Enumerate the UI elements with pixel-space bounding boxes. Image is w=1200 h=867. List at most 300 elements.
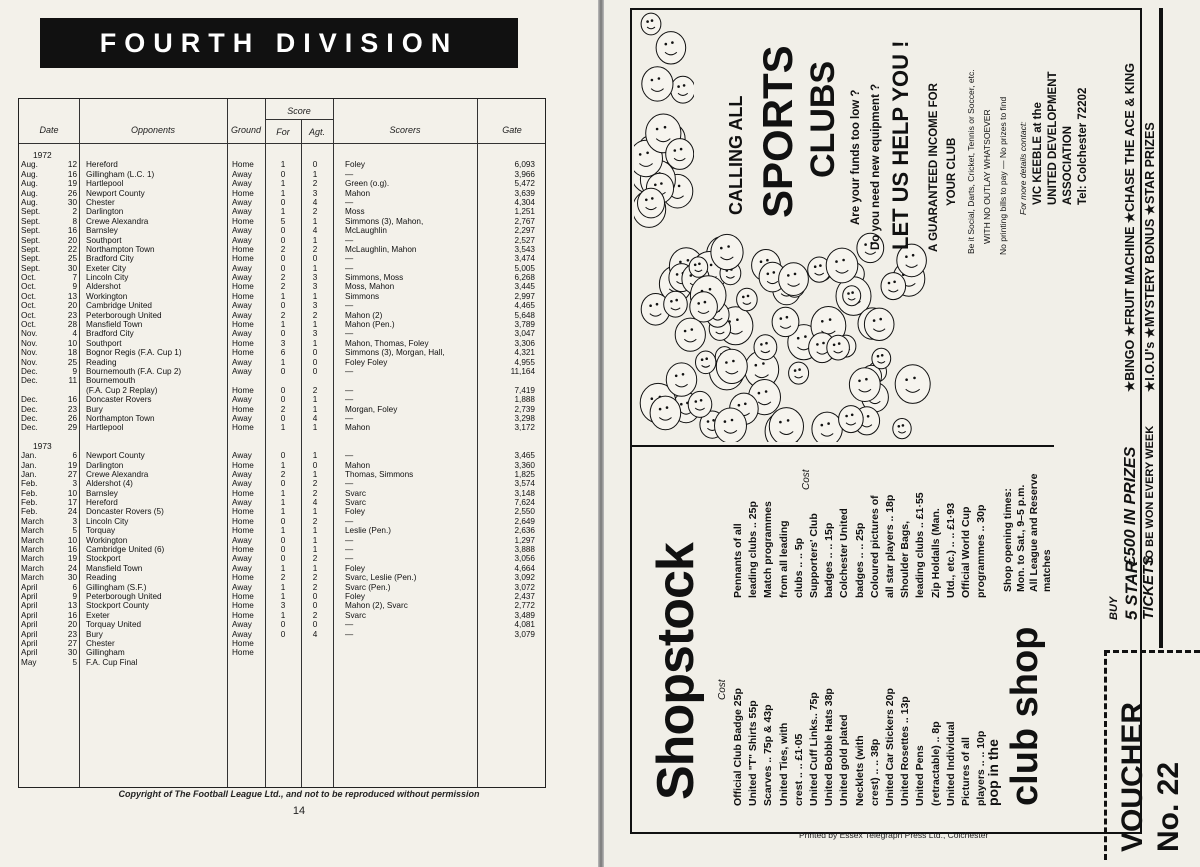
row-month: Sept.: [21, 235, 41, 245]
row-ground: Away: [232, 169, 252, 179]
row-month: Dec.: [21, 404, 38, 414]
row-ground: Away: [232, 563, 252, 573]
tickets-text: TICKETS: [1140, 555, 1157, 620]
row-day: 18: [67, 348, 77, 358]
row-gate: 2,739: [514, 404, 535, 414]
table-row: [19, 536, 545, 545]
row-gate: 11,164: [510, 366, 535, 376]
table-row: [19, 273, 545, 282]
crowd-illustration: [634, 230, 934, 442]
row-month: Oct.: [21, 320, 37, 330]
row-opponent: (F.A. Cup 2 Replay): [86, 385, 158, 395]
row-day: 26: [67, 188, 77, 198]
row-day: 9: [72, 282, 77, 292]
row-scorers: —: [345, 516, 354, 526]
row-ground: Away: [232, 226, 252, 236]
row-opponent: Doncaster Rovers (5): [86, 507, 164, 517]
list-item: Mon. to Sat., 9–5 p.m.: [1015, 484, 1027, 592]
row-scorers: Morgan, Foley: [345, 404, 398, 414]
table-row: [19, 170, 545, 179]
row-day: 7: [72, 273, 77, 283]
row-month: March: [21, 554, 44, 564]
row-month: Sept.: [21, 216, 41, 226]
row-against: 0: [312, 254, 318, 264]
row-against: 1: [312, 235, 318, 245]
row-for: 0: [280, 516, 286, 526]
row-for: 0: [280, 301, 286, 311]
list-item: United Cuff Links.. 75p: [808, 692, 820, 806]
table-row: [19, 226, 545, 235]
table-row: [19, 376, 545, 385]
row-for: 1: [280, 498, 286, 508]
row-month: Dec.: [21, 413, 38, 423]
table-row: [19, 470, 545, 479]
row-day: 8: [72, 216, 77, 226]
row-day: 16: [67, 610, 77, 620]
row-against: 3: [312, 273, 318, 283]
row-month: Sept.: [21, 226, 41, 236]
row-day: 6: [72, 582, 77, 592]
list-item: Official Club Badge 25p: [732, 688, 744, 806]
fixtures-table: [18, 98, 546, 788]
list-item: United Individual: [944, 721, 957, 806]
row-gate: 3,445: [514, 282, 535, 292]
row-month: Nov.: [21, 329, 38, 339]
equipment-question: Do you need new equipment ?: [870, 83, 882, 250]
table-row: [19, 329, 545, 338]
row-opponent: Exeter City: [86, 263, 127, 273]
row-day: 20: [67, 620, 77, 630]
row-ground: Away: [232, 554, 252, 564]
row-month: Oct.: [21, 273, 37, 283]
row-scorers: Foley: [345, 507, 366, 517]
row-day: 3: [72, 479, 77, 489]
header-gate: Gate: [502, 125, 522, 135]
row-opponent: Peterborough United: [86, 310, 162, 320]
row-ground: Home: [232, 404, 254, 414]
row-month: Feb.: [21, 507, 38, 517]
row-ground: Away: [232, 451, 252, 461]
row-opponent: Chester: [86, 197, 115, 207]
row-ground: Home: [232, 254, 254, 264]
row-for: 2: [280, 273, 286, 283]
row-month: Oct.: [21, 301, 37, 311]
row-for: 0: [280, 366, 286, 376]
table-row: [19, 489, 545, 498]
row-for: 2: [280, 469, 286, 479]
row-scorers: Svarc: [345, 610, 366, 620]
table-row: [19, 292, 545, 301]
row-ground: Away: [232, 235, 252, 245]
row-day: 3: [72, 516, 77, 526]
row-scorers: Mahon (Pen.): [345, 320, 395, 330]
row-month: Feb.: [21, 498, 38, 508]
row-gate: 5,005: [514, 263, 535, 273]
table-row: [19, 583, 545, 592]
row-scorers: Mahon: [345, 188, 371, 198]
row-day: 16: [67, 226, 77, 236]
row-day: 23: [67, 404, 77, 414]
row-against: 1: [312, 169, 318, 179]
row-month: March: [21, 573, 44, 583]
row-ground: Home: [232, 291, 254, 301]
row-opponent: Gillingham (L.C. 1): [86, 169, 155, 179]
row-ground: Away: [232, 301, 252, 311]
row-ground: Home: [232, 348, 254, 358]
table-row: [19, 405, 545, 414]
row-for: 1: [280, 526, 286, 536]
row-against: 0: [312, 366, 318, 376]
table-row: [19, 517, 545, 526]
table-row: [19, 630, 545, 639]
row-scorers: Foley: [345, 591, 366, 601]
row-scorers: —: [345, 366, 354, 376]
row-day: 5: [72, 657, 77, 667]
table-row: [19, 526, 545, 535]
row-day: 23: [67, 629, 77, 639]
row-against: 4: [312, 629, 318, 639]
row-day: 29: [67, 423, 77, 433]
row-against: 1: [312, 216, 318, 226]
right-page: [604, 0, 1200, 867]
row-for: 0: [280, 413, 286, 423]
row-ground: Away: [232, 329, 252, 339]
row-gate: 3,474: [514, 254, 535, 264]
list-item: ASSOCIATION: [1062, 125, 1074, 205]
row-against: 3: [312, 329, 318, 339]
row-gate: 3,092: [514, 573, 535, 583]
table-row: [19, 648, 545, 657]
row-opponent: Southport: [86, 235, 122, 245]
row-ground: Home: [232, 216, 254, 226]
row-against: 2: [312, 582, 318, 592]
row-ground: Home: [232, 610, 254, 620]
row-gate: 3,966: [514, 169, 535, 179]
row-day: 24: [67, 507, 77, 517]
table-row: [19, 395, 545, 404]
row-opponent: Barnsley: [86, 488, 118, 498]
list-item: Official World Cup: [960, 506, 972, 598]
table-row: [19, 301, 545, 310]
row-scorers: Green (o.g).: [345, 179, 390, 189]
list-item: players .. .. 10p: [975, 730, 988, 806]
row-month: April: [21, 582, 38, 592]
table-row: [19, 311, 545, 320]
table-row: [19, 423, 545, 432]
row-ground: Away: [232, 535, 252, 545]
row-for: 0: [280, 226, 286, 236]
row-month: Sept.: [21, 263, 41, 273]
row-gate: 2,649: [514, 516, 535, 526]
row-ground: Away: [232, 273, 252, 283]
row-for: 1: [280, 320, 286, 330]
row-day: 16: [67, 169, 77, 179]
row-opponent: Southport: [86, 338, 122, 348]
table-row: [19, 207, 545, 216]
row-for: 2: [280, 282, 286, 292]
row-ground: Away: [232, 469, 252, 479]
list-item: UNITED DEVELOPMENT: [1047, 71, 1059, 205]
row-day: 30: [67, 573, 77, 583]
row-opponent: Bradford City: [86, 254, 134, 264]
crowd-illustration-top: [634, 12, 694, 232]
row-month: April: [21, 648, 38, 658]
row-day: 9: [72, 366, 77, 376]
row-scorers: McLaughlin: [345, 226, 387, 236]
row-ground: Away: [232, 197, 252, 207]
row-opponent: Crewe Alexandra: [86, 469, 149, 479]
row-opponent: Bournemouth: [86, 376, 136, 386]
row-opponent: Bournemouth (F.A. Cup 2): [86, 366, 182, 376]
row-day: 26: [67, 413, 77, 423]
header-score: Score: [287, 106, 311, 116]
list-item: badges .. .. 15p: [823, 522, 836, 598]
sports-text: SPORTS: [754, 45, 801, 218]
row-opponent: Northampton Town: [86, 244, 155, 254]
row-scorers: McLaughlin, Mahon: [345, 244, 417, 254]
row-scorers: Moss: [345, 207, 365, 217]
row-opponent: Torquay United: [86, 620, 142, 630]
header-ground: Ground: [230, 125, 262, 135]
row-gate: 3,148: [514, 488, 535, 498]
row-opponent: Hereford: [86, 160, 118, 170]
row-opponent: Newport County: [86, 451, 145, 461]
row-scorers: —: [345, 301, 354, 311]
row-opponent: Doncaster Rovers: [86, 395, 152, 405]
row-for: 0: [280, 329, 286, 339]
row-against: 4: [312, 413, 318, 423]
row-against: 2: [312, 554, 318, 564]
row-gate: 3,056: [514, 554, 535, 564]
row-ground: Away: [232, 629, 252, 639]
table-row: [19, 198, 545, 207]
row-opponent: Bury: [86, 404, 103, 414]
row-opponent: Mansfield Town: [86, 563, 143, 573]
row-against: 1: [312, 545, 318, 555]
row-for: 0: [280, 629, 286, 639]
page-number: 14: [292, 805, 306, 817]
row-day: 25: [67, 254, 77, 264]
row-month: April: [21, 591, 38, 601]
row-gate: 2,997: [514, 291, 535, 301]
row-against: 1: [312, 320, 318, 330]
table-row: [19, 254, 545, 263]
row-opponent: F.A. Cup Final: [86, 657, 138, 667]
row-for: 0: [280, 235, 286, 245]
row-month: Aug.: [21, 160, 38, 170]
row-month: April: [21, 601, 38, 611]
row-gate: 3,079: [514, 629, 535, 639]
row-against: 0: [312, 601, 318, 611]
row-opponent: Crewe Alexandra: [86, 216, 149, 226]
row-opponent: Darlington: [86, 207, 124, 217]
advert-divider: [632, 445, 1054, 447]
row-ground: Away: [232, 179, 252, 189]
row-against: 0: [312, 348, 318, 358]
buy-text: BUY: [1108, 596, 1120, 620]
row-opponent: Newport County: [86, 188, 145, 198]
season-year: 1972: [33, 150, 52, 160]
row-gate: 3,360: [514, 460, 535, 470]
row-opponent: Lincoln City: [86, 273, 129, 283]
row-month: Oct.: [21, 310, 37, 320]
voucher-number: No. 22: [1152, 761, 1185, 852]
list-item: United gold plated: [838, 714, 851, 806]
row-opponent: Torquay: [86, 526, 116, 536]
row-opponent: Workington: [86, 535, 128, 545]
table-row: [19, 498, 545, 507]
season-year: 1973: [33, 440, 52, 451]
row-scorers: Svarc (Pen.): [345, 582, 391, 592]
row-opponent: Peterborough United: [86, 591, 162, 601]
list-item: Pennants of all: [732, 523, 744, 598]
row-opponent: Reading: [86, 357, 117, 367]
row-scorers: Foley: [345, 563, 366, 573]
list-item: United Car Stickers 20p: [884, 688, 896, 806]
shopstock-heading: Shopstock: [647, 543, 705, 800]
table-row: [19, 282, 545, 291]
row-against: 1: [312, 451, 318, 461]
row-scorers: Simmons, Moss: [345, 273, 404, 283]
row-for: 1: [280, 460, 286, 470]
row-for: 0: [280, 197, 286, 207]
row-scorers: —: [345, 554, 354, 564]
row-ground: Home: [232, 282, 254, 292]
row-gate: 4,304: [514, 197, 535, 207]
row-scorers: —: [345, 385, 354, 395]
row-against: 1: [312, 404, 318, 414]
row-for: 6: [280, 348, 286, 358]
row-scorers: —: [345, 254, 354, 264]
row-against: 1: [312, 469, 318, 479]
list-item: badges .. .. 25p: [853, 522, 866, 598]
row-month: March: [21, 516, 44, 526]
row-month: Aug.: [21, 197, 38, 207]
row-opponent: Darlington: [86, 460, 124, 470]
row-month: April: [21, 629, 38, 639]
row-day: 30: [67, 263, 77, 273]
table-row: [19, 451, 545, 460]
table-row: [19, 507, 545, 516]
row-against: 2: [312, 310, 318, 320]
row-gate: 4,321: [514, 348, 535, 358]
row-opponent: Hartlepool: [86, 423, 124, 433]
club-shop-text: club shop: [1004, 626, 1046, 806]
row-gate: 1,297: [514, 535, 535, 545]
row-day: 10: [67, 338, 77, 348]
row-month: Nov.: [21, 338, 38, 348]
row-day: 19: [67, 554, 77, 564]
row-scorers: Mahon, Thomas, Foley: [345, 338, 429, 348]
row-against: 1: [312, 395, 318, 405]
row-for: 0: [280, 385, 286, 395]
fixture-rows: [19, 151, 545, 667]
header-date: Date: [39, 125, 59, 135]
list-item: United Rosettes .. 13p: [899, 696, 912, 806]
row-scorers: Simmons: [345, 291, 380, 301]
row-gate: 3,298: [514, 413, 535, 423]
help-text: LET US HELP YOU !: [888, 40, 913, 250]
row-scorers: Mahon (2), Svarc: [345, 601, 408, 611]
guarantee-line-1: A GUARANTEED INCOME FOR: [928, 83, 940, 252]
table-row: [19, 245, 545, 254]
row-month: April: [21, 638, 38, 648]
row-month: Sept.: [21, 244, 41, 254]
row-month: Dec.: [21, 376, 38, 386]
list-item: United "T" Shirts 55p: [747, 700, 760, 806]
row-scorers: —: [345, 329, 354, 339]
row-against: 2: [312, 488, 318, 498]
row-ground: Home: [232, 488, 254, 498]
row-ground: Away: [232, 498, 252, 508]
row-gate: 4,465: [514, 301, 535, 311]
left-page: [0, 0, 598, 867]
list-item: Pictures of all: [960, 737, 972, 806]
row-day: 13: [67, 601, 77, 611]
row-ground: Home: [232, 338, 254, 348]
row-gate: 7,419: [514, 385, 535, 395]
row-opponent: Bognor Regis (F.A. Cup 1): [86, 348, 182, 358]
list-item: (retractable) .. 8p: [929, 721, 942, 806]
row-day: 24: [67, 563, 77, 573]
row-ground: Away: [232, 207, 252, 217]
row-for: 0: [280, 479, 286, 489]
list-item: clubs .. .. 5p: [792, 537, 805, 598]
table-row: [19, 217, 545, 226]
row-day: 10: [67, 535, 77, 545]
row-against: 1: [312, 423, 318, 433]
row-gate: 4,955: [514, 357, 535, 367]
table-row: [19, 339, 545, 348]
row-against: 2: [312, 385, 318, 395]
edge-bar: [1159, 8, 1163, 648]
row-scorers: —: [345, 263, 354, 273]
row-month: March: [21, 526, 44, 536]
row-day: 25: [67, 357, 77, 367]
row-gate: 3,789: [514, 320, 535, 330]
row-scorers: Mahon: [345, 460, 371, 470]
row-opponent: Bury: [86, 629, 103, 639]
cost-header: Cost: [801, 469, 812, 490]
row-ground: Home: [232, 423, 254, 433]
row-month: Jan.: [21, 460, 37, 470]
table-row: [19, 611, 545, 620]
row-gate: 3,489: [514, 610, 535, 620]
row-against: 1: [312, 338, 318, 348]
row-against: 1: [312, 563, 318, 573]
row-against: 1: [312, 507, 318, 517]
row-opponent: Northampton Town: [86, 413, 155, 423]
row-gate: 6,093: [514, 160, 535, 170]
row-for: 1: [280, 423, 286, 433]
row-against: 4: [312, 498, 318, 508]
row-month: Aug.: [21, 179, 38, 189]
table-row: [19, 658, 545, 667]
row-day: 23: [67, 310, 77, 320]
row-day: 20: [67, 235, 77, 245]
row-opponent: Gillingham: [86, 648, 125, 658]
row-day: 16: [67, 545, 77, 555]
row-month: Sept.: [21, 207, 41, 217]
table-row: [19, 461, 545, 470]
table-row: [19, 160, 545, 169]
list-item: all star players .. 18p: [884, 494, 896, 598]
row-for: 1: [280, 357, 286, 367]
table-row: [19, 479, 545, 488]
season-1973-list: [19, 451, 545, 667]
row-ground: Away: [232, 263, 252, 273]
row-scorers: —: [345, 413, 354, 423]
